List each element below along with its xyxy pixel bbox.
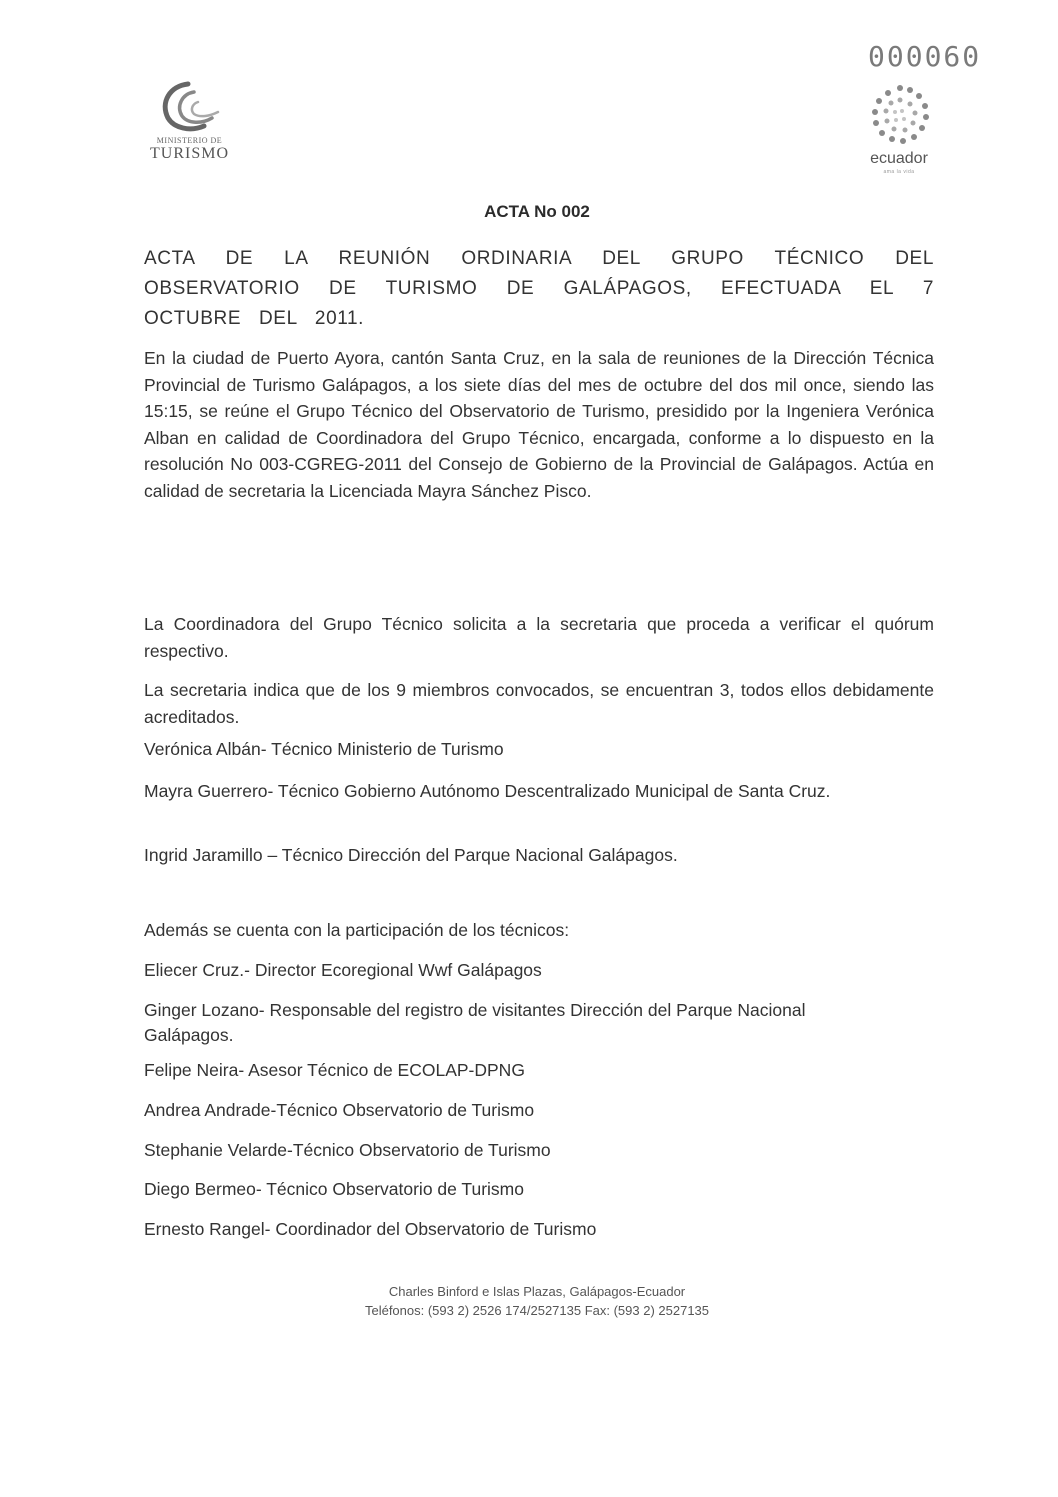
document-subject: ACTA DE LA REUNIÓN ORDINARIA DEL GRUPO TÉCNICO DEL OBSERVATORIO DE TURISMO DE GALÁPAGOS, EFECTUADA EL 7 OCTUBRE DEL 2011. — [144, 248, 934, 329]
footer-phones: Teléfonos: (593 2) 2526 174/2527135 Fax: (593 2) 2527135 — [364, 1303, 710, 1318]
footer-address: Charles Binford e Islas Plazas, Galápagos-Ecuador — [388, 1284, 686, 1299]
participant-item: Ginger Lozano- Responsable del registro de visitantes Dirección del Parque Nacional Galápagos. — [144, 1000, 806, 1045]
member-item: Verónica Albán- Técnico Ministerio de Turismo — [144, 739, 504, 759]
intro-paragraph: En la ciudad de Puerto Ayora, cantón Santa Cruz, en la sala de reuniones de la Dirección Técnica Provincial de Turismo Galápagos, a los siete días del mes de octubre del dos mil once, siendo las 15:15, se reúne el Grupo Técnico del Observatorio de Turismo, presidido por la Ingeniera Verónica Alban en calidad de Coordinadora del Grupo Técnico, encargada, conforme a lo dispuesto en la resolución No 003-CGREG-2011 del Consejo de Gobierno de la Provincial de Galápagos. Actúa en calidad de secretaria la Licenciada Mayra Sánchez Pisco. — [144, 348, 934, 501]
ecuador-brand-logo — [856, 80, 946, 180]
quorum-request-paragraph: La Coordinadora del Grupo Técnico solicita a la secretaria que proceda a verificar el quórum respectivo. — [144, 614, 934, 661]
member-item: Mayra Guerrero- Técnico Gobierno Autónomo Descentralizado Municipal de Santa Cruz. — [144, 781, 831, 801]
participant-item: Felipe Neira- Asesor Técnico de ECOLAP-DPNG — [144, 1060, 525, 1080]
logo-tagline: ama la vida — [883, 169, 915, 175]
document-title: ACTA No 002 — [484, 202, 590, 221]
ministerio-turismo-logo — [142, 80, 242, 170]
participant-item: Eliecer Cruz.- Director Ecoregional Wwf Galápagos — [144, 960, 542, 980]
participant-item: Diego Bermeo- Técnico Observatorio de Turismo — [144, 1179, 524, 1199]
quorum-result-paragraph: La secretaria indica que de los 9 miembros convocados, se encuentran 3, todos ellos debidamente acreditados. — [144, 680, 934, 727]
swirl-logo-icon — [154, 80, 224, 135]
logo-text-ecuador: ecuador — [870, 150, 928, 167]
member-item: Ingrid Jaramillo – Técnico Dirección del Parque Nacional Galápagos. — [144, 845, 678, 865]
logo-text-ministerio: MINISTERIO DE — [156, 136, 223, 145]
participant-item: Stephanie Velarde-Técnico Observatorio de Turismo — [144, 1140, 551, 1160]
page-number-stamp: 000060 — [868, 40, 982, 73]
ecuador-spiral-icon — [864, 80, 936, 148]
participants-intro: Además se cuenta con la participación de los técnicos: — [144, 920, 570, 940]
participant-item: Ernesto Rangel- Coordinador del Observatorio de Turismo — [144, 1219, 597, 1239]
participant-item: Andrea Andrade-Técnico Observatorio de Turismo — [144, 1100, 535, 1120]
logo-text-turismo: TURISMO — [149, 145, 229, 162]
